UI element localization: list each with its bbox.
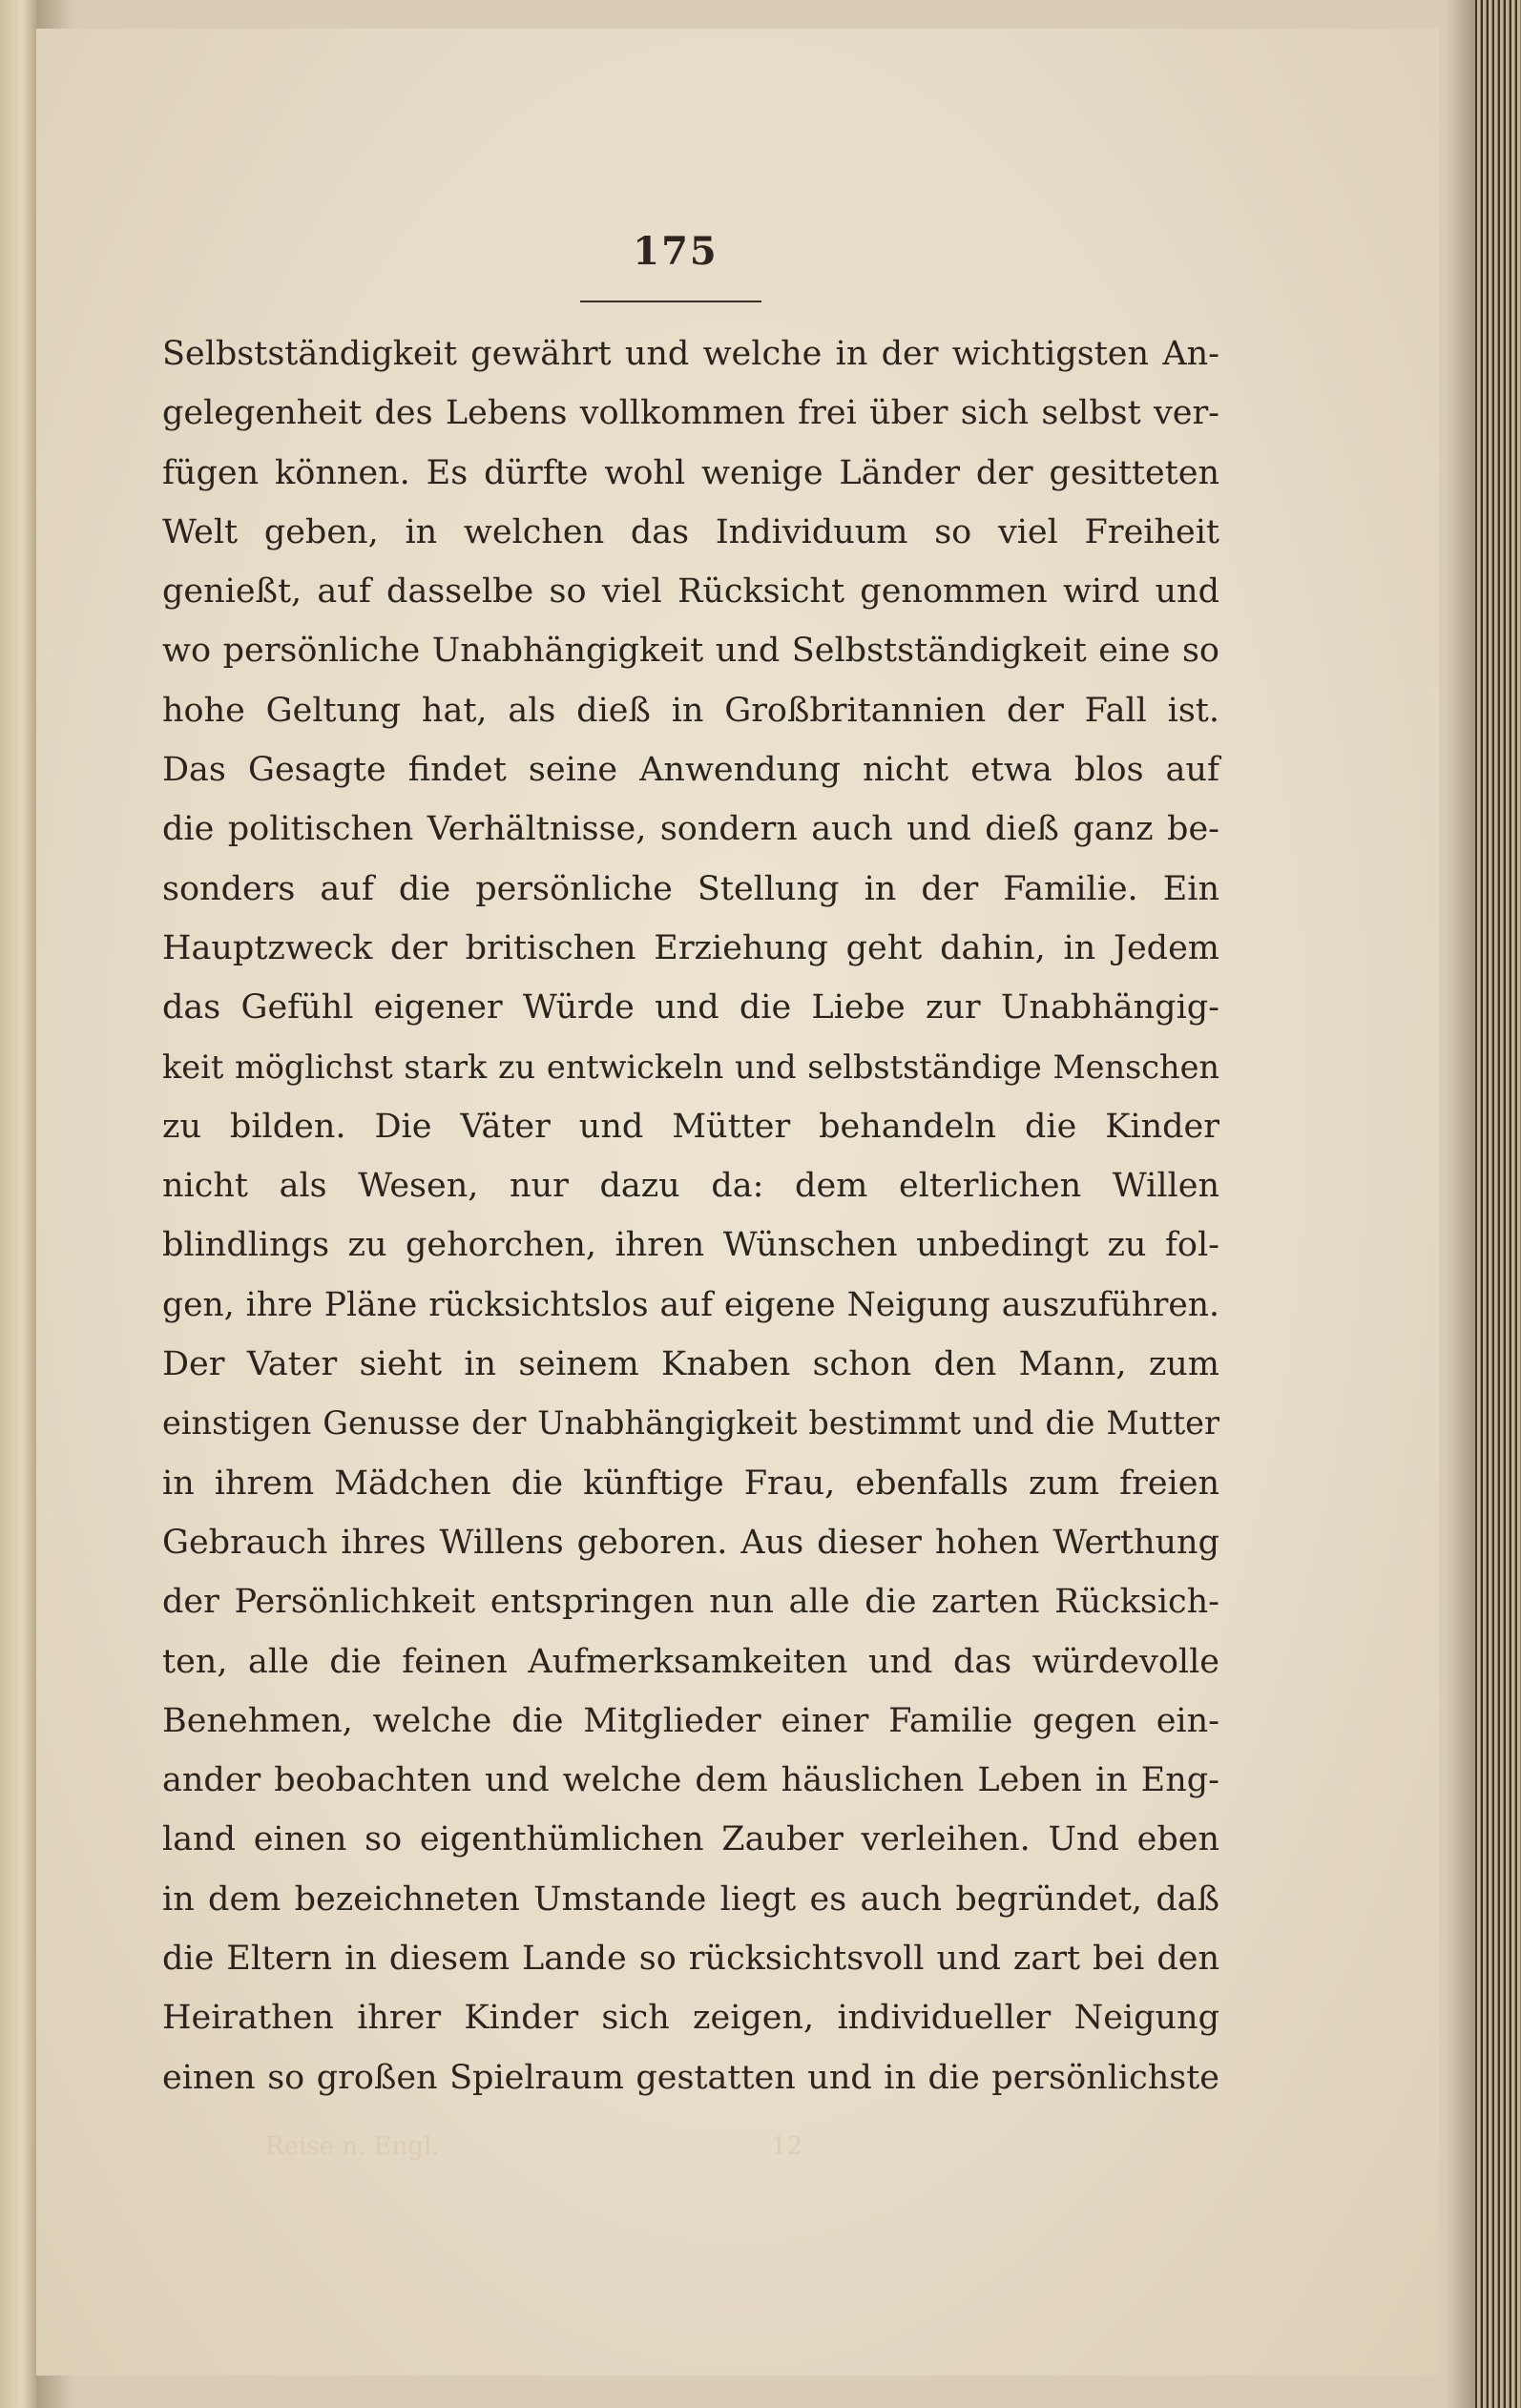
text-line: nicht als Wesen, nur dazu da: dem elterlichen Willen bbox=[162, 1167, 1219, 1206]
text-line: land einen so eigenthümlichen Zauber verleihen. Und eben bbox=[162, 1820, 1219, 1859]
text-line: in ihrem Mädchen die künftige Frau, ebenfalls zum freien bbox=[162, 1463, 1219, 1503]
page-number: 175 bbox=[633, 229, 719, 274]
body-text bbox=[162, 324, 1219, 2107]
page-stack-edge bbox=[1475, 0, 1521, 2408]
text-line: Das Gesagte findet seine Anwendung nicht etwa blos auf bbox=[162, 751, 1219, 790]
book-page bbox=[36, 29, 1439, 2376]
text-line: Benehmen, welche die Mitglieder einer Familie gegen ein- bbox=[162, 1701, 1219, 1740]
text-line: gen, ihre Pläne rücksichtslos auf eigene Neigung auszuführen. bbox=[162, 1285, 1219, 1324]
text-line: hohe Geltung hat, als dieß in Großbritannien der Fall ist. bbox=[162, 691, 1219, 730]
show-through-footer bbox=[227, 2132, 990, 2170]
text-line: der Persönlichkeit entspringen nun alle die zarten Rücksich- bbox=[162, 1583, 1219, 1622]
text-line: wo persönliche Unabhängigkeit und Selbstständigkeit eine so bbox=[162, 632, 1219, 671]
text-line: einen so großen Spielraum gestatten und in die persönlichste bbox=[162, 2058, 1219, 2097]
text-line: Selbstständigkeit gewährt und welche in der wichtigsten An- bbox=[162, 335, 1219, 373]
text-line: fügen können. Es dürfte wohl wenige Länder der gesitteten bbox=[162, 453, 1219, 492]
text-line: ander beobachten und welche dem häuslichen Leben in Eng- bbox=[162, 1761, 1219, 1800]
page-stack-shadow bbox=[1447, 0, 1475, 2408]
text-line: Hauptzweck der britischen Erziehung geht dahin, in Jedem bbox=[162, 928, 1219, 967]
text-line: genießt, auf dasselbe so viel Rücksicht genommen wird und bbox=[162, 572, 1219, 612]
text-line: sonders auf die persönliche Stellung in der Familie. Ein bbox=[162, 869, 1219, 908]
text-line: keit möglichst stark zu entwickeln und selbstständige Menschen bbox=[162, 1048, 1219, 1086]
text-line: Der Vater sieht in seinem Knaben schon den Mann, zum bbox=[162, 1345, 1219, 1384]
header-rule bbox=[580, 301, 761, 302]
text-line: Gebrauch ihres Willens geboren. Aus dieser hohen Werthung bbox=[162, 1523, 1219, 1562]
previous-page-edge bbox=[0, 0, 36, 2408]
text-line: ten, alle die feinen Aufmerksamkeiten und das würdevolle bbox=[162, 1642, 1219, 1681]
text-line: Welt geben, in welchen das Individuum so viel Freiheit bbox=[162, 512, 1219, 551]
sheet-number: 12 bbox=[771, 2132, 803, 2161]
text-line: in dem bezeichneten Umstande liegt es auch begründet, daß bbox=[162, 1879, 1219, 1919]
text-line: das Gefühl eigener Würde und die Liebe zur Unabhängig- bbox=[162, 988, 1219, 1028]
text-line: gelegenheit des Lebens vollkommen frei über sich selbst ver- bbox=[162, 394, 1219, 433]
text-line: einstigen Genusse der Unabhängigkeit bestimmt und die Mutter bbox=[162, 1404, 1219, 1443]
signature-mark: Reise n. Engl. bbox=[265, 2132, 440, 2161]
text-line: die Eltern in diesem Lande so rücksichtsvoll und zart bei den bbox=[162, 1940, 1219, 1979]
text-line: Heirathen ihrer Kinder sich zeigen, individueller Neigung bbox=[162, 1999, 1219, 2038]
text-line: zu bilden. Die Väter und Mütter behandeln die Kinder bbox=[162, 1107, 1219, 1146]
text-line: blindlings zu gehorchen, ihren Wünschen unbedingt zu fol- bbox=[162, 1226, 1219, 1265]
text-line: die politischen Verhältnisse, sondern auch und dieß ganz be- bbox=[162, 810, 1219, 849]
